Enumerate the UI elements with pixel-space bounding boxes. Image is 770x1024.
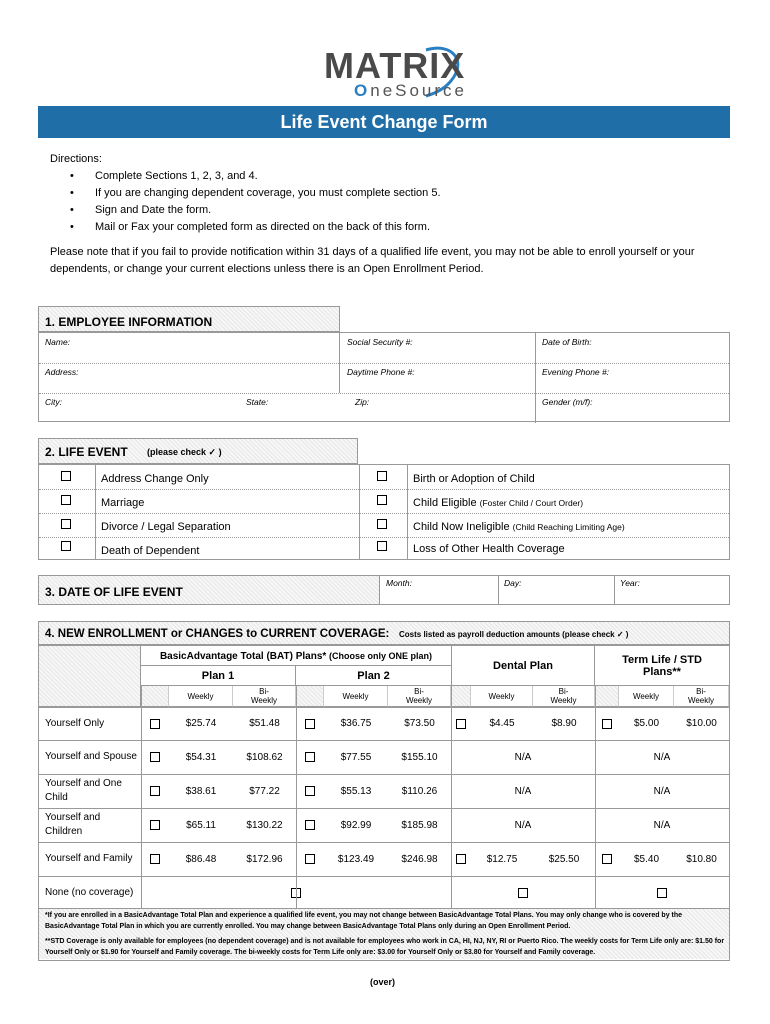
term-na: N/A [653,819,671,831]
plan1-biweekly-cost: $108.62 [246,751,283,763]
plan1-weekly-cost: $25.74 [185,718,217,729]
row-label: Yourself and Children [45,812,101,837]
section1-table [38,332,730,422]
section3-table [379,575,730,605]
city-field[interactable]: City: [45,397,62,407]
row-label: Yourself Only [45,717,105,729]
life-event-divorce: Divorce / Legal Separation [101,521,231,533]
plan1-checkbox[interactable] [150,854,160,864]
bat-header-note: (Choose only ONE plan) [329,651,433,661]
directions [50,151,740,278]
section2-table [38,464,730,560]
checkbox-death[interactable] [61,541,71,551]
directions-heading: Directions: [50,153,102,165]
section2-header [38,438,358,464]
none-term-checkbox[interactable] [657,888,667,898]
subheader-blank [141,686,169,707]
list-item: • Mail or Fax your completed form as directed on the back of this form. [70,221,431,233]
plan1-weekly-cost: $38.61 [185,785,217,797]
section3-header [38,575,380,605]
gender-field[interactable]: Gender (m/f): [542,397,593,407]
section3-title: 3. DATE OF LIFE EVENT [45,585,183,599]
section2-title: 2. LIFE EVENT [45,445,128,459]
plan2-checkbox[interactable] [305,786,315,796]
checkbox-birth[interactable] [377,471,387,481]
life-event-marriage: Marriage [101,497,145,509]
section1-title: 1. EMPLOYEE INFORMATION [45,315,213,329]
over-note: (over) [370,977,396,987]
subheader-weekly: Weekly [471,686,533,707]
title-banner [38,106,730,138]
term-weekly-cost: $5.40 [633,853,660,865]
globe-icon: O [354,81,371,100]
plan1-biweekly-cost: $77.22 [249,785,280,797]
checkbox-child-eligible[interactable] [377,495,387,505]
plan1-biweekly-cost: $51.48 [249,718,280,729]
subheader-blank [451,686,471,707]
dental-na: N/A [514,785,532,797]
plan1-biweekly-cost: $130.22 [246,819,283,831]
logo-subtitle-text: neSource [370,81,468,100]
plan1-checkbox[interactable] [150,786,160,796]
plan2-biweekly-cost: $155.10 [401,751,438,763]
row-label: Yourself and Spouse [45,751,137,762]
list-item: • Complete Sections 1, 2, 3, and 4. [70,170,258,182]
subheader-biweekly: Bi- Weekly [388,686,451,707]
section1-header [38,306,340,332]
dental-biweekly-cost: $8.90 [551,718,577,729]
checkbox-marriage[interactable] [61,495,71,505]
section4-title: 4. NEW ENROLLMENT or CHANGES to CURRENT COVERAGE: [45,628,390,640]
footnotes [38,909,730,961]
subheader-weekly: Weekly [619,686,674,707]
zip-field[interactable]: Zip: [355,397,370,407]
plan2-weekly-cost: $123.49 [337,853,375,865]
plan2-biweekly-cost: $185.98 [401,819,438,831]
term-na: N/A [653,785,671,797]
logo-subtitle [354,82,467,100]
term-checkbox[interactable] [602,719,612,729]
plan2-checkbox[interactable] [305,820,315,830]
plan2-weekly-cost: $55.13 [340,785,372,797]
year-field[interactable]: Year: [620,578,640,588]
plan1-weekly-cost: $86.48 [185,853,217,865]
list-item: • If you are changing dependent coverage, you must complete section 5. [70,187,441,199]
plan2-weekly-cost: $36.75 [340,718,372,729]
subheader-weekly: Weekly [324,686,388,707]
day-field[interactable]: Day: [504,578,522,588]
term-na: N/A [653,751,671,763]
checkbox-loss-coverage[interactable] [377,541,387,551]
page-title: Life Event Change Form [280,111,488,132]
life-event-child-eligible: Child Eligible (Foster Child / Court Order) [413,497,584,509]
life-event-death: Death of Dependent [101,545,200,557]
term-biweekly-cost: $10.80 [686,853,717,865]
subheader-weekly: Weekly [169,686,233,707]
plan2-checkbox[interactable] [305,854,315,864]
ssn-field[interactable]: Social Security #: [347,337,413,347]
list-item: • Sign and Date the form. [70,204,212,216]
plan2-biweekly-cost: $246.98 [401,853,438,865]
subheader-biweekly: Bi- Weekly [533,686,595,707]
row-label: Yourself and Family [45,853,133,864]
plan1-weekly-cost: $65.11 [186,819,216,831]
bat-header: BasicAdvantage Total (BAT) Plans* [159,651,330,662]
checkbox-child-ineligible[interactable] [377,519,387,529]
dental-checkbox[interactable] [456,854,466,864]
plan2-checkbox[interactable] [305,719,315,729]
plan1-biweekly-cost: $172.96 [246,853,283,865]
dental-biweekly-cost: $25.50 [548,853,580,865]
term-weekly-cost: $5.00 [633,718,660,729]
address-field[interactable]: Address: [45,367,79,377]
plan1-checkbox[interactable] [150,719,160,729]
logo [318,42,468,102]
checkbox-address-change[interactable] [61,471,71,481]
life-event-address-change: Address Change Only [101,473,209,485]
subheader-biweekly: Bi- Weekly [674,686,729,707]
month-field[interactable]: Month: [386,578,412,588]
subheader-blank [296,686,324,707]
checkbox-divorce[interactable] [61,519,71,529]
subheader-blank [595,686,619,707]
plan1-checkbox[interactable] [150,820,160,830]
state-field[interactable]: State: [246,397,269,407]
plan2-biweekly-cost: $110.26 [401,785,438,797]
logo-brand: MATRIX [324,45,466,86]
directions-list [50,168,740,236]
dental-header: Dental Plan [493,659,553,672]
plan1-weekly-cost: $54.31 [185,751,217,763]
dental-checkbox[interactable] [456,719,466,729]
day-phone-field[interactable]: Daytime Phone #: [347,367,415,377]
dental-na: N/A [514,751,532,763]
dental-weekly-cost: $4.45 [489,718,515,729]
dental-na: N/A [514,819,532,831]
directions-note: Please note that if you fail to provide notification within 31 days of a qualified life event, you may not be able to enroll yourself or your dependents, or change your current elections unless there is an Open Enrollment Period. [50,246,695,275]
life-event-child-ineligible: Child Now Ineligible (Child Reaching Limiting Age) [413,521,625,533]
eve-phone-field[interactable]: Evening Phone #: [542,367,610,377]
term-biweekly-cost: $10.00 [686,718,717,729]
subheader-biweekly: Bi- Weekly [233,686,296,707]
plan1-checkbox[interactable] [150,752,160,762]
row-label: Yourself and One Child [45,778,122,803]
footnote-bat: *If you are enrolled in a BasicAdvantage Total Plan and experience a qualified life event, you may not change between BasicAdvantage Total Plans. You may only change who is covered by the BasicAdvantage Total Plan in which you are currently enrolled. You may change between BasicAdvantage Total Plans only during an Open Enrollment Period. [45,912,683,930]
life-event-birth: Birth or Adoption of Child [413,473,535,485]
plan2-weekly-cost: $92.99 [340,819,372,831]
plan2-biweekly-cost: $73.50 [404,718,435,729]
plan2-checkbox[interactable] [305,752,315,762]
coverage-table [38,645,730,909]
plan1-header: Plan 1 [201,670,235,682]
none-dental-checkbox[interactable] [518,888,528,898]
footnote-std: **STD Coverage is only available for employees (no dependent coverage) and is not available for employees who work in CA, HI, NJ, NY, RI or Puerto Rico. The weekly costs for Term Life only are: $1.50 for Yourself Only or $1.90 for Yourself and Family coverage. The bi-weekly costs for Term Life only are: $3.00 for Yourself Only or $3.80 for Yourself and Family coverage. [45,938,725,956]
term-header: Term Life / STD Plans** [622,653,702,678]
section4-note: Costs listed as payroll deduction amounts (please check ✓ ) [399,630,629,639]
dob-field[interactable]: Date of Birth: [542,337,592,347]
row-label: None (no coverage) [45,887,134,898]
plan2-weekly-cost: $77.55 [340,751,372,763]
section4-header [38,621,730,645]
term-checkbox[interactable] [602,854,612,864]
section2-check-note: (please check ✓ ) [147,447,222,457]
plan2-header: Plan 2 [357,670,390,682]
dental-weekly-cost: $12.75 [486,853,518,865]
name-field[interactable]: Name: [45,337,71,347]
life-event-loss-coverage: Loss of Other Health Coverage [413,543,565,555]
